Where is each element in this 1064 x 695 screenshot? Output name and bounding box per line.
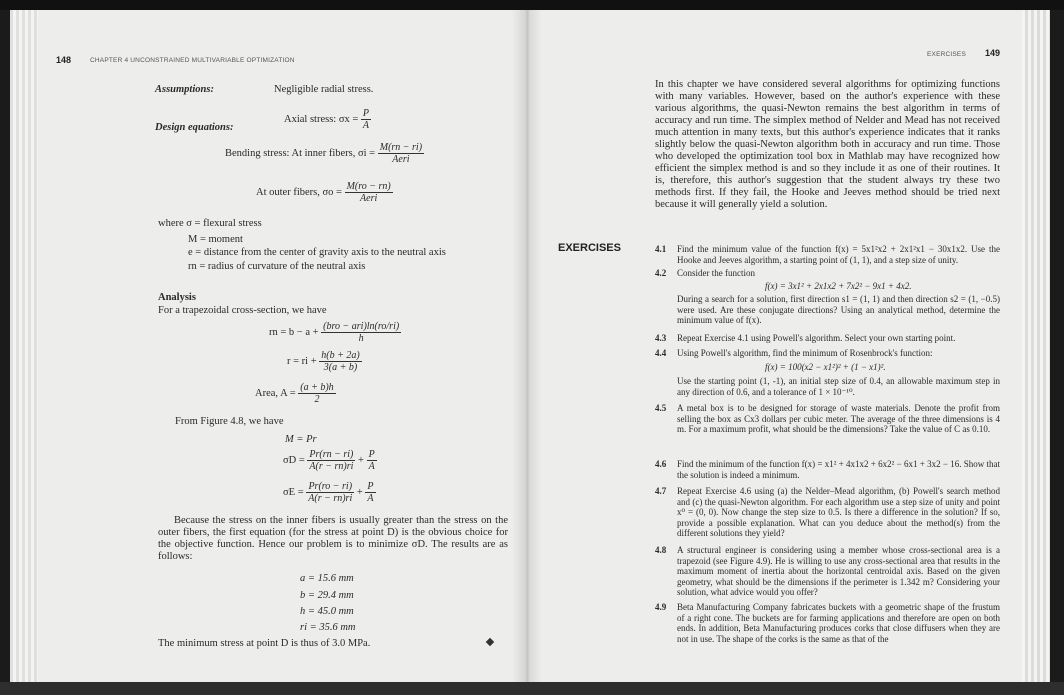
moment-equation: M = Pr: [285, 434, 317, 445]
right-page-number: 149: [985, 48, 1001, 58]
assumptions-text: Negligible radial stress.: [274, 84, 374, 95]
exercises-heading: EXERCISES: [558, 242, 621, 254]
where-line: where σ = flexural stress: [158, 218, 262, 229]
exercise-number: 4.5: [655, 403, 667, 413]
result-ri: ri = 35.6 mm: [300, 622, 356, 633]
top-border: [0, 0, 1064, 10]
left-page-edges: [10, 10, 38, 682]
right-page: [525, 10, 1022, 682]
exercise-text: Use the starting point (1, -1), an initial step size of 0.4, an allowable maximum step in any direction of 0.6, and a tolerance of 1 × 10⁻¹⁰.: [677, 376, 1000, 397]
analysis-text: For a trapezoidal cross-section, we have: [158, 305, 327, 316]
exercise-number: 4.9: [655, 602, 667, 612]
bending-inner-equation: Bending stress: At inner fibers, σi = $\frac{M(rn - ri)}{\text{Aeri}}$: [225, 142, 423, 165]
from-figure-text: From Figure 4.8, we have: [175, 416, 284, 427]
exercise-text: Repeat Exercise 4.1 using Powell's algorithm. Select your own starting point.: [677, 333, 956, 343]
exercise-number: 4.3: [655, 333, 667, 343]
outer-fibers-equation: At outer fibers, σo = $\frac{M(ro - rn)}{\text{Aeri}}$: [256, 181, 391, 204]
rn-equation: rn = b − a + $\frac{\text{(bro − ari)ln(ro/ri)}}{h}$: [269, 321, 400, 344]
bottom-border: [0, 682, 1064, 695]
book-gutter-shadow: [512, 10, 542, 682]
axial-stress-equation: Axial stress: σx = $\frac{P}{A}$: [284, 108, 370, 131]
exercise-number: 4.1: [655, 244, 667, 254]
exercise-text: Using Powell's algorithm, find the minimum of Rosenbrock's function:: [677, 348, 933, 358]
sigma-d-equation: σD = $\frac{Pr(rn - ri)}{A(r - rn)ri}$ + $\frac{P}{A}$: [283, 449, 375, 472]
exercise-text: Find the minimum value of the function f(x) = 5x1²x2 + 2x1²x1 − 30x1x2. Use the Hooke and Jeeves algorithm, a starting point of (1, 1), and a step size of unity.: [677, 244, 1000, 265]
sigma-e-equation: σE = $\frac{Pr(ro - ri)}{A(r - rn)ri}$ + $\frac{P}{A}$: [283, 481, 374, 504]
area-equation: Area, A = $\frac{(a + b)h}{2}$: [255, 382, 334, 405]
result-b: b = 29.4 mm: [300, 590, 354, 601]
exercise-text: Beta Manufacturing Company fabricates buckets with a geometric shape of the frustum of a right cone. The buckets are for farming applications and therefore are open on both ends. In addition, Beta Manufacturing produces corks that close diffusers when they are not in use. The shape of the corks is the same as that of the: [677, 602, 1000, 644]
end-diamond-icon: [486, 638, 494, 646]
design-equations-label: Design equations:: [155, 122, 234, 133]
conclusion-text: The minimum stress at point D is thus of 3.0 MPa.: [158, 638, 371, 649]
exercise-number: 4.8: [655, 545, 667, 555]
exercise-text: A structural engineer is considering using a member whose cross-sectional area is a trapezoid (see Figure 4.9). He is willing to use any cross-sectional area that results in the maximum moment of inertia about the horizontal centroidal axis. Based on the given geometry, what should be the dimensions if the perimeter is 1.342 m? Considering your solution, what advice would you offer?: [677, 545, 1000, 598]
left-page-number: 148: [56, 55, 72, 65]
chapter-summary-paragraph: In this chapter we have considered several algorithms for optimizing functions with many variables. However, based on the author's experience with these various algorithms, the quasi-Newton remains the best algorithm in terms of accuracy and run time. The simplex method of Nelder and Mead has not received much attention in many texts, but this author's experience indicates that it ranks slightly below the quasi-Newton algorithm both in accuracy and run time. Those who developed the optimization tool box in Mathlab may have recognized how efficient the simplex method is and so they include it as one of their routines. It is, therefore, this author's suggestion that the student always try these two methods first. If they fail, the Hooke and Jeeves method should be tried next because it will generally yield a solution.: [655, 79, 1000, 210]
result-h: h = 45.0 mm: [300, 606, 354, 617]
exercise-number: 4.6: [655, 459, 667, 469]
exercise-formula: f(x) = 100(x2 − x1²)² + (1 − x1)².: [765, 362, 886, 372]
exercise-text: Find the minimum of the function f(x) = x1² + 4x1x2 + 6x2² − 6x1 + 3x2 − 16. Show that the solution is indeed a minimum.: [677, 459, 1000, 480]
assumptions-label: Assumptions:: [155, 84, 214, 95]
right-page-edges: [1022, 10, 1050, 682]
analysis-heading: Analysis: [158, 292, 196, 303]
where-line: e = distance from the center of gravity axis to the neutral axis: [188, 247, 446, 258]
where-line: rn = radius of curvature of the neutral axis: [188, 261, 366, 272]
exercise-text: During a search for a solution, first direction s1 = (1, 1) and then direction s2 = (1, −0.5) were used. Are these conjugate directions? Using an analytical method, determine the minimum value of f(x).: [677, 294, 1000, 326]
left-running-head: CHAPTER 4 UNCONSTRAINED MULTIVARIABLE OPTIMIZATION: [90, 57, 295, 64]
right-running-head: EXERCISES: [927, 51, 967, 58]
left-page: [38, 10, 525, 682]
r-equation: r = ri + $\frac{h(b + 2a)}{3(a + b)}$: [287, 350, 360, 373]
exercise-text: A metal box is to be designed for storage of waste materials. Denote the profit from selling the box as Cx3 dollars per cubic meter. The average of the three dimensions is 4 m. For a maximum profit, what should be the dimensions? Take the value of C as 0.10.: [677, 403, 1000, 435]
exercise-formula: f(x) = 3x1² + 2x1x2 + 7x2² − 9x1 + 4x2.: [765, 281, 912, 291]
exercise-number: 4.7: [655, 486, 667, 496]
result-a: a = 15.6 mm: [300, 573, 354, 584]
exercise-text: Repeat Exercise 4.6 using (a) the Nelder–Mead algorithm, (b) Powell's search method and (c) the quasi-Newton algorithm. For each algorithm use a step size of unity and point x⁰ = (0, 0). Now change the step size to 0.5. Is there a difference in the solution? If so, provide a possible explanation. What can you deduce about the method(s) from the different solutions they yield?: [677, 486, 1000, 539]
exercise-number: 4.2: [655, 268, 667, 278]
because-paragraph: Because the stress on the inner fibers is usually greater than the stress on the outer fibers, the first equation (for the stress at point D) is the obvious choice for the objective function. Hence our problem is to minimize σD. The results are as follows:: [158, 515, 508, 562]
exercise-number: 4.4: [655, 348, 667, 358]
exercise-text: Consider the function: [677, 268, 755, 278]
where-line: M = moment: [188, 234, 243, 245]
